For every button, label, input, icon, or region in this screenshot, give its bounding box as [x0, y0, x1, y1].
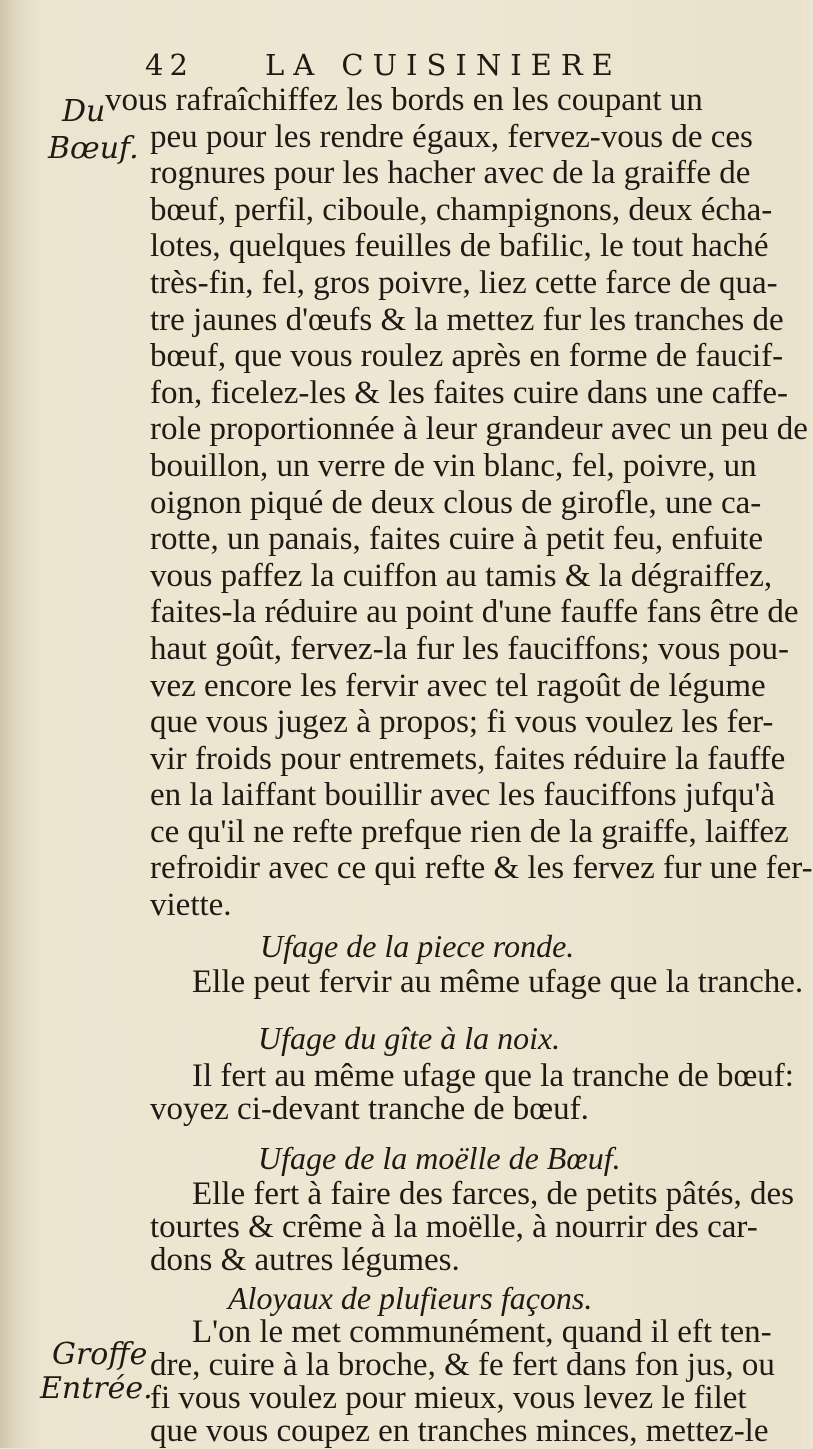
body-line: vous rafraîchiffez les bords en les coupant un — [105, 82, 703, 118]
body-line: très-fin, fel, gros poivre, liez cette farce de qua- — [150, 264, 778, 301]
body-line: fon, ficelez-les & les faites cuire dans une caffe- — [150, 374, 788, 411]
running-title: LA CUISINIERE — [265, 48, 622, 82]
body-line: haut goût, fervez-la fur les fauciffons; vous pou- — [150, 630, 790, 667]
section-line: dre, cuire à la broche, & fe fert dans fon jus, ou — [150, 1347, 775, 1383]
body-line: vez encore les fervir avec tel ragoût de légume — [150, 667, 766, 704]
page-gutter — [0, 0, 18, 1448]
body-line: peu pour les rendre égaux, fervez-vous de ces — [150, 118, 753, 155]
body-line: rognures pour les hacher avec de la graiffe de — [150, 155, 751, 192]
body-line: vous paffez la cuiffon au tamis & la dégraiffez, — [150, 557, 773, 594]
section-line: que vous coupez en tranches minces, mettez-le — [150, 1413, 769, 1449]
section-line: tourtes & crême à la moëlle, à nourrir des car- — [150, 1209, 758, 1245]
body-line: oignon piqué de deux clous de girofle, une ca- — [150, 484, 762, 521]
margin-note-boeuf: Bœuf. — [48, 131, 139, 166]
body-line: faites-la réduire au point d'une fauffe fans être de — [150, 594, 799, 631]
body-line: bœuf, perfil, ciboule, champignons, deux écha- — [150, 191, 773, 228]
section-heading-aloyaux: Aloyaux de plufieurs façons. — [228, 1280, 593, 1316]
margin-note-grosse: Groffe — [52, 1337, 148, 1372]
section-line: Elle fert à faire des farces, de petits pâtés, des — [192, 1176, 794, 1212]
body-line: vir froids pour entremets, faites réduire la fauffe — [150, 740, 786, 777]
margin-note-du: Du — [62, 94, 106, 129]
section-line: L'on le met communément, quand il eft ten- — [192, 1314, 772, 1350]
section-text-aloyaux — [150, 1316, 790, 1448]
section-text-piece-ronde — [150, 964, 804, 1000]
margin-note-entree: Entrée. — [40, 1371, 153, 1406]
body-line: role proportionnée à leur grandeur avec un peu de — [150, 411, 808, 448]
section-heading-piece-ronde: Ufage de la piece ronde. — [260, 928, 575, 964]
body-line: en la laiffant bouillir avec les fauciffons jufqu'à — [150, 777, 776, 814]
section-line: fi vous voulez pour mieux, vous levez le filet — [150, 1380, 747, 1416]
page-number: 42 — [145, 48, 194, 82]
section-line: Il fert au même ufage que la tranche de bœuf: — [192, 1058, 794, 1094]
body-line: bouillon, un verre de vin blanc, fel, poivre, un — [150, 447, 757, 484]
body-line: lotes, quelques feuilles de bafilic, le tout haché — [150, 228, 769, 265]
body-line: viette. — [150, 887, 232, 924]
body-line: refroidir avec ce qui refte & les fervez fur une fer- — [150, 850, 813, 887]
section-line: dons & autres légumes. — [150, 1242, 460, 1278]
body-text — [105, 82, 813, 924]
section-line: voyez ci-devant tranche de bœuf. — [150, 1091, 589, 1127]
section-line: Elle peut fervir au même ufage que la tranche. — [192, 964, 804, 1000]
body-line: que vous jugez à propos; fi vous voulez les fer- — [150, 704, 774, 741]
body-line: tre jaunes d'œufs & la mettez fur les tranches de — [150, 301, 784, 338]
body-line: rotte, un panais, faites cuire à petit feu, enfuite — [150, 521, 763, 558]
section-text-gite-noix — [150, 1058, 794, 1127]
body-line: bœuf, que vous roulez après en forme de faucif- — [150, 338, 784, 375]
section-heading-moelle: Ufage de la moëlle de Bœuf. — [258, 1140, 621, 1176]
section-text-moelle — [150, 1176, 794, 1278]
section-heading-gite-noix: Ufage du gîte à la noix. — [258, 1020, 561, 1056]
body-line: ce qu'il ne refte prefque rien de la graiffe, laiffez — [150, 813, 789, 850]
